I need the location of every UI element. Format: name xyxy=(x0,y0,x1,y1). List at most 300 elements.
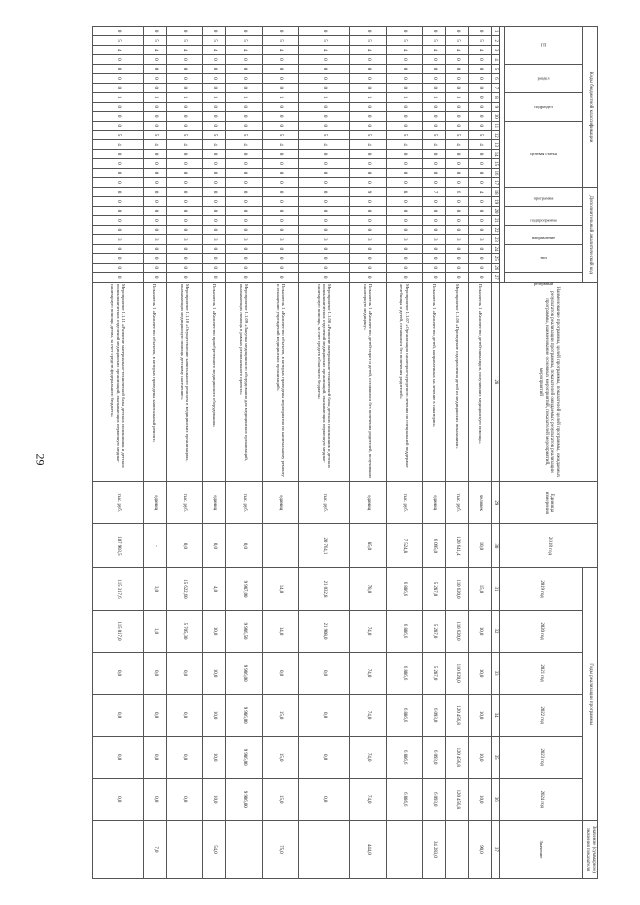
code-cell: 5 xyxy=(386,36,423,45)
code-cell: 0 xyxy=(386,83,423,92)
column-number: 32 xyxy=(491,610,500,652)
code-cell: 0 xyxy=(262,206,299,215)
code-cell: 0 xyxy=(226,64,263,73)
column-number: 35 xyxy=(491,736,500,778)
code-cell: 0 xyxy=(469,244,492,253)
code-cell: 0 xyxy=(446,244,469,253)
code-cell: 0 xyxy=(203,121,226,130)
column-numbers-row xyxy=(491,27,500,879)
code-cell: 0 xyxy=(446,273,469,283)
row-year-value-cell: 6 886,6 xyxy=(386,652,423,694)
column-number: 12 xyxy=(491,130,500,139)
code-cell: 0 xyxy=(446,168,469,177)
code-cell: 0 xyxy=(423,216,446,225)
code-cell: 0 xyxy=(423,83,446,92)
code-cell: 0 xyxy=(469,93,492,102)
code-cell: 4 xyxy=(166,45,203,54)
code-cell: 0 xyxy=(262,102,299,111)
row-year-value-cell: 0,0 xyxy=(299,736,350,778)
table-row xyxy=(469,27,492,879)
code-cell: 0 xyxy=(262,197,299,206)
code-cell: 4 xyxy=(143,140,166,149)
row-year-value-cell: 5 287,0 xyxy=(423,610,446,652)
code-cell: 3 xyxy=(386,235,423,244)
header-2018: 2018 год xyxy=(500,524,598,568)
code-cell: 0 xyxy=(226,263,263,272)
code-cell: 3 xyxy=(262,235,299,244)
code-cell: 0 xyxy=(262,263,299,272)
row-year-value-cell: 0,0 xyxy=(166,652,203,694)
column-number: 29 xyxy=(491,482,500,524)
row-year-value-cell: 15,0 xyxy=(262,736,299,778)
code-cell: 0 xyxy=(350,244,387,253)
row-year-value-cell: 6 886,6 xyxy=(386,778,423,820)
code-cell: 4 xyxy=(166,140,203,149)
code-cell: 0 xyxy=(299,178,350,188)
code-cell: 0 xyxy=(446,64,469,73)
code-cell: 0 xyxy=(469,149,492,158)
column-number: 1 xyxy=(491,27,500,36)
row-total-cell: 7,0 xyxy=(143,820,166,878)
code-cell: 0 xyxy=(93,27,144,36)
row-year-value-cell: 6 886,6 xyxy=(386,610,423,652)
code-cell: 0 xyxy=(143,121,166,130)
row-year-value-cell: 5 705,30 xyxy=(166,610,203,652)
column-number: 19 xyxy=(491,197,500,206)
row-year-value-cell: 0,0 xyxy=(262,652,299,694)
code-cell: 0 xyxy=(299,83,350,92)
code-cell: 0 xyxy=(203,112,226,121)
code-cell: 7 xyxy=(423,187,446,196)
code-cell: 0 xyxy=(386,225,423,234)
code-cell: 0 xyxy=(299,64,350,73)
subhead-gp: ГП xyxy=(505,27,583,65)
code-cell: 4 xyxy=(423,45,446,54)
code-cell: 0 xyxy=(143,187,166,196)
code-cell: 0 xyxy=(386,112,423,121)
code-cell: 0 xyxy=(386,197,423,206)
row-year-value-cell: 15,0 xyxy=(262,778,299,820)
row-2018-cell: 107 903,5 xyxy=(93,524,144,568)
code-cell: 0 xyxy=(350,197,387,206)
row-year-value-cell: 21 908,0 xyxy=(299,610,350,652)
year-2023-head: 2023 год xyxy=(500,736,583,778)
code-cell: 0 xyxy=(203,206,226,215)
header-extra-class: Дополнительный аналитический код xyxy=(583,187,598,282)
row-year-value-cell: 74,0 xyxy=(350,652,387,694)
code-cell: 0 xyxy=(203,64,226,73)
code-cell: 0 xyxy=(203,216,226,225)
code-cell: 0 xyxy=(143,225,166,234)
code-cell: 0 xyxy=(203,178,226,188)
code-cell: 0 xyxy=(386,27,423,36)
code-cell: 0 xyxy=(299,55,350,64)
code-cell: 5 xyxy=(93,130,144,139)
code-cell: 4 xyxy=(386,140,423,149)
table-row xyxy=(166,27,203,879)
row-year-value-cell: 115 317,6 xyxy=(93,568,144,610)
row-year-value-cell: 3,0 xyxy=(143,568,166,610)
row-year-value-cell: 6 886,6 xyxy=(386,568,423,610)
code-cell: 0 xyxy=(350,121,387,130)
code-cell: 0 xyxy=(226,273,263,283)
code-cell: 0 xyxy=(386,216,423,225)
row-total-cell xyxy=(93,820,144,878)
code-cell: 0 xyxy=(423,64,446,73)
table-row xyxy=(386,27,423,879)
code-cell: 0 xyxy=(469,83,492,92)
row-unit-cell: человек xyxy=(469,482,492,524)
code-cell: 0 xyxy=(350,159,387,168)
rotated-table-landscape xyxy=(92,26,598,879)
code-cell: 1 xyxy=(262,93,299,102)
code-cell: 0 xyxy=(423,159,446,168)
table-container xyxy=(92,26,598,879)
code-cell: 0 xyxy=(350,55,387,64)
row-total-cell: 75,0 xyxy=(262,820,299,878)
code-cell: 5 xyxy=(143,130,166,139)
code-cell: 0 xyxy=(469,206,492,215)
table-row xyxy=(350,27,387,879)
header-codes-budget: Коды бюджетной классификации xyxy=(583,27,598,188)
code-cell: 0 xyxy=(143,263,166,272)
code-cell: 0 xyxy=(299,187,350,196)
code-cell: 0 xyxy=(262,74,299,83)
code-cell: 0 xyxy=(166,27,203,36)
code-cell: 5 xyxy=(446,130,469,139)
code-cell: 0 xyxy=(166,254,203,263)
column-number: 31 xyxy=(491,568,500,610)
row-unit-cell: тыс. руб. xyxy=(386,482,423,524)
code-cell: 3 xyxy=(423,235,446,244)
row-year-value-cell: 0,0 xyxy=(299,652,350,694)
code-cell: 0 xyxy=(93,197,144,206)
code-cell: 0 xyxy=(143,216,166,225)
column-number: 18 xyxy=(491,187,500,196)
row-year-value-cell: 0,0 xyxy=(143,736,166,778)
code-cell: 1 xyxy=(446,93,469,102)
row-year-value-cell: 0,0 xyxy=(93,694,144,736)
code-cell: 0 xyxy=(226,112,263,121)
code-cell: 5 xyxy=(386,130,423,139)
row-year-value-cell: 10,0 xyxy=(469,652,492,694)
code-cell: 0 xyxy=(350,254,387,263)
column-number: 20 xyxy=(491,206,500,215)
code-cell: 0 xyxy=(226,206,263,215)
code-cell: 0 xyxy=(350,27,387,36)
code-cell: 0 xyxy=(93,178,144,188)
code-cell: 0 xyxy=(446,197,469,206)
code-cell: 0 xyxy=(469,225,492,234)
code-cell: 0 xyxy=(446,149,469,158)
code-cell: 5 xyxy=(166,36,203,45)
row-total-cell: 54,0 xyxy=(203,820,226,878)
code-cell: 1 xyxy=(386,93,423,102)
code-cell: 5 xyxy=(350,36,387,45)
code-cell: 1 xyxy=(166,93,203,102)
code-cell: 0 xyxy=(262,149,299,158)
code-cell: 0 xyxy=(469,216,492,225)
row-name-cell: Показатель 1 «Количество детей, направленных на лечение в санатории» xyxy=(423,282,446,482)
row-year-value-cell: 10,0 xyxy=(469,736,492,778)
row-unit-cell: тыс. руб. xyxy=(93,482,144,524)
code-cell: 0 xyxy=(262,83,299,92)
row-year-value-cell: 9 986,00 xyxy=(226,652,263,694)
code-cell: 5 xyxy=(203,36,226,45)
row-name-cell: Мероприятие 1.1.10 «Осуществление капитального ремонта в медицинских организациях, оказывающих медицинскую помощь детскому населению» xyxy=(166,282,203,482)
code-cell: 0 xyxy=(143,102,166,111)
row-unit-cell: тыс. руб. xyxy=(166,482,203,524)
code-cell: 0 xyxy=(446,27,469,36)
code-cell: 0 xyxy=(423,112,446,121)
code-cell: 4 xyxy=(226,45,263,54)
code-cell: 0 xyxy=(299,168,350,177)
code-cell: 5 xyxy=(226,36,263,45)
code-cell: 0 xyxy=(262,254,299,263)
code-cell: 0 xyxy=(203,263,226,272)
code-cell: 0 xyxy=(299,149,350,158)
code-cell: 0 xyxy=(226,178,263,188)
column-number: 34 xyxy=(491,694,500,736)
code-cell: 0 xyxy=(226,83,263,92)
code-cell: 0 xyxy=(93,121,144,130)
column-number: 33 xyxy=(491,652,500,694)
row-year-value-cell: 10,0 xyxy=(203,694,226,736)
code-cell: 0 xyxy=(423,206,446,215)
code-cell: 5 xyxy=(166,130,203,139)
column-number: 24 xyxy=(491,244,500,253)
code-cell: 0 xyxy=(423,254,446,263)
row-year-value-cell: 6 093,0 xyxy=(423,778,446,820)
code-cell: 5 xyxy=(143,36,166,45)
code-cell: 0 xyxy=(350,102,387,111)
row-2018-cell: 120 641,4 xyxy=(446,524,469,568)
code-cell: 0 xyxy=(423,273,446,283)
row-year-value-cell: 15,0 xyxy=(262,694,299,736)
column-number: 28 xyxy=(491,282,500,482)
code-cell: 0 xyxy=(299,263,350,272)
row-year-value-cell: 0,0 xyxy=(166,694,203,736)
row-year-value-cell: 4,0 xyxy=(203,568,226,610)
header-spacer xyxy=(500,27,505,283)
code-cell: 0 xyxy=(386,168,423,177)
code-cell: 0 xyxy=(446,254,469,263)
code-cell: 0 xyxy=(93,102,144,111)
row-name-cell: Мероприятие 1.1.09 «Закупка медицинского оборудования для медицинских организаций, оказывающих помощь в рамках регионального проекта» xyxy=(226,282,263,482)
code-cell: 3 xyxy=(469,235,492,244)
row-year-value-cell: 5 287,0 xyxy=(423,652,446,694)
row-year-value-cell: 9 987,00 xyxy=(226,568,263,610)
row-year-value-cell: 78,0 xyxy=(350,568,387,610)
code-cell: 0 xyxy=(166,187,203,196)
code-cell: 4 xyxy=(262,45,299,54)
code-cell: 0 xyxy=(262,178,299,188)
code-cell: 0 xyxy=(469,168,492,177)
code-cell: 0 xyxy=(166,83,203,92)
row-2018-cell xyxy=(262,524,299,568)
code-cell: 0 xyxy=(469,121,492,130)
code-cell: 4 xyxy=(350,45,387,54)
code-cell: 0 xyxy=(262,55,299,64)
row-total-cell xyxy=(386,820,423,878)
row-year-value-cell: 0,0 xyxy=(143,652,166,694)
code-cell: 0 xyxy=(203,149,226,158)
code-cell: 0 xyxy=(93,159,144,168)
row-year-value-cell: 110 620,0 xyxy=(446,610,469,652)
row-name-cell: Показатель 1 «Количество объектов, в которых проведены мероприятия по капитальному ремонту и оснащению учреждений медицинских организаций» xyxy=(262,282,299,482)
table-row xyxy=(93,27,144,879)
code-cell: 0 xyxy=(299,112,350,121)
row-total-cell: 34 283,0 xyxy=(423,820,446,878)
row-year-value-cell: 10,0 xyxy=(469,778,492,820)
code-cell: 0 xyxy=(93,74,144,83)
year-2024-head: 2024 год xyxy=(500,778,583,820)
code-cell: 0 xyxy=(469,254,492,263)
code-cell: 0 xyxy=(446,74,469,83)
code-cell: 0 xyxy=(386,178,423,188)
code-cell: 0 xyxy=(386,263,423,272)
code-cell: 5 xyxy=(93,36,144,45)
code-cell: 4 xyxy=(469,45,492,54)
subhead-razdel: раздел xyxy=(505,64,583,92)
code-cell: 0 xyxy=(93,206,144,215)
row-year-value-cell: 6 093,0 xyxy=(423,736,446,778)
code-cell: 0 xyxy=(446,83,469,92)
code-cell: 3 xyxy=(299,235,350,244)
code-cell: 0 xyxy=(386,74,423,83)
row-year-value-cell: 0,0 xyxy=(93,778,144,820)
code-cell: 0 xyxy=(262,121,299,130)
code-cell: 5 xyxy=(446,36,469,45)
code-cell: 0 xyxy=(386,102,423,111)
code-cell: 0 xyxy=(143,206,166,215)
code-cell: 0 xyxy=(93,149,144,158)
code-cell: 0 xyxy=(299,273,350,283)
column-number: 6 xyxy=(491,74,500,83)
code-cell: 3 xyxy=(446,235,469,244)
code-cell: 0 xyxy=(469,102,492,111)
code-cell: 4 xyxy=(93,45,144,54)
code-cell: 4 xyxy=(386,45,423,54)
code-cell: 0 xyxy=(93,112,144,121)
column-number: 23 xyxy=(491,235,500,244)
row-year-value-cell: 115 017,0 xyxy=(93,610,144,652)
code-cell: 4 xyxy=(350,140,387,149)
code-cell: 0 xyxy=(143,244,166,253)
row-year-value-cell: 74,0 xyxy=(350,778,387,820)
row-year-value-cell: 120 456,8 xyxy=(446,694,469,736)
code-cell: 0 xyxy=(350,216,387,225)
code-cell: 0 xyxy=(299,159,350,168)
code-cell: 0 xyxy=(226,55,263,64)
subhead-tip: тип xyxy=(505,244,583,272)
code-cell: 0 xyxy=(423,197,446,206)
row-year-value-cell: 1,0 xyxy=(143,610,166,652)
code-cell: 0 xyxy=(469,178,492,188)
column-number: 14 xyxy=(491,149,500,158)
code-cell: 0 xyxy=(226,74,263,83)
code-cell: 1 xyxy=(226,93,263,102)
code-cell: 0 xyxy=(226,254,263,263)
code-cell: 4 xyxy=(299,140,350,149)
code-cell: 1 xyxy=(93,93,144,102)
table-row xyxy=(226,27,263,879)
row-2018-cell: 7 524,8 xyxy=(386,524,423,568)
code-cell: 0 xyxy=(423,102,446,111)
code-cell: 0 xyxy=(143,178,166,188)
row-year-value-cell: 0,0 xyxy=(166,736,203,778)
code-cell: 0 xyxy=(143,27,166,36)
row-total-cell xyxy=(446,820,469,878)
code-cell: 0 xyxy=(166,206,203,215)
row-year-value-cell: 0,0 xyxy=(143,694,166,736)
code-cell: 0 xyxy=(469,263,492,272)
code-cell: 0 xyxy=(203,225,226,234)
code-cell: 1 xyxy=(350,93,387,102)
code-cell: 0 xyxy=(386,273,423,283)
code-cell: 0 xyxy=(446,263,469,272)
row-year-value-cell: 9 986,00 xyxy=(226,736,263,778)
code-cell: 0 xyxy=(446,206,469,215)
code-cell: 0 xyxy=(166,55,203,64)
code-cell: 4 xyxy=(143,45,166,54)
table-row xyxy=(203,27,226,879)
row-total-cell xyxy=(166,820,203,878)
code-cell: 0 xyxy=(203,187,226,196)
code-cell: 0 xyxy=(350,206,387,215)
row-year-value-cell: 74,0 xyxy=(350,694,387,736)
code-cell: 4 xyxy=(203,45,226,54)
code-cell: 0 xyxy=(143,74,166,83)
code-cell: 0 xyxy=(143,149,166,158)
code-cell: 0 xyxy=(166,263,203,272)
code-cell: 0 xyxy=(143,55,166,64)
row-year-value-cell: 9 986,00 xyxy=(226,694,263,736)
code-cell: 5 xyxy=(226,130,263,139)
row-year-value-cell: 6 093,0 xyxy=(423,694,446,736)
code-cell: 0 xyxy=(166,197,203,206)
row-2018-cell: 20 764,1 xyxy=(299,524,350,568)
code-cell: 0 xyxy=(423,244,446,253)
year-2020-head: 2020 год xyxy=(500,610,583,652)
code-cell: 1 xyxy=(299,93,350,102)
row-unit-cell: единиц xyxy=(350,482,387,524)
row-year-value-cell: 10,0 xyxy=(203,778,226,820)
code-cell: 0 xyxy=(299,244,350,253)
row-year-value-cell: 5 287,0 xyxy=(423,568,446,610)
subhead-napravlenie: направление xyxy=(505,225,583,244)
code-cell: 0 xyxy=(299,216,350,225)
row-name-cell: Показатель 1 «Количество детей-инвалидов, получивших медицинскую помощь» xyxy=(469,282,492,482)
row-2018-cell: 6 095,0 xyxy=(423,524,446,568)
row-year-value-cell: 110 620,0 xyxy=(446,568,469,610)
code-cell: 0 xyxy=(166,112,203,121)
year-2021-head: 2021 год xyxy=(500,652,583,694)
row-year-value-cell: 74,0 xyxy=(350,610,387,652)
table-body xyxy=(93,27,492,879)
code-cell: 0 xyxy=(446,55,469,64)
code-cell: 5 xyxy=(423,36,446,45)
column-number: 8 xyxy=(491,93,500,102)
column-number: 4 xyxy=(491,55,500,64)
row-total-cell xyxy=(226,820,263,878)
code-cell: 0 xyxy=(166,178,203,188)
code-cell: 0 xyxy=(262,187,299,196)
code-cell: 0 xyxy=(93,83,144,92)
code-cell: 0 xyxy=(166,159,203,168)
code-cell: 0 xyxy=(93,254,144,263)
row-year-value-cell: 21 032,8 xyxy=(299,568,350,610)
